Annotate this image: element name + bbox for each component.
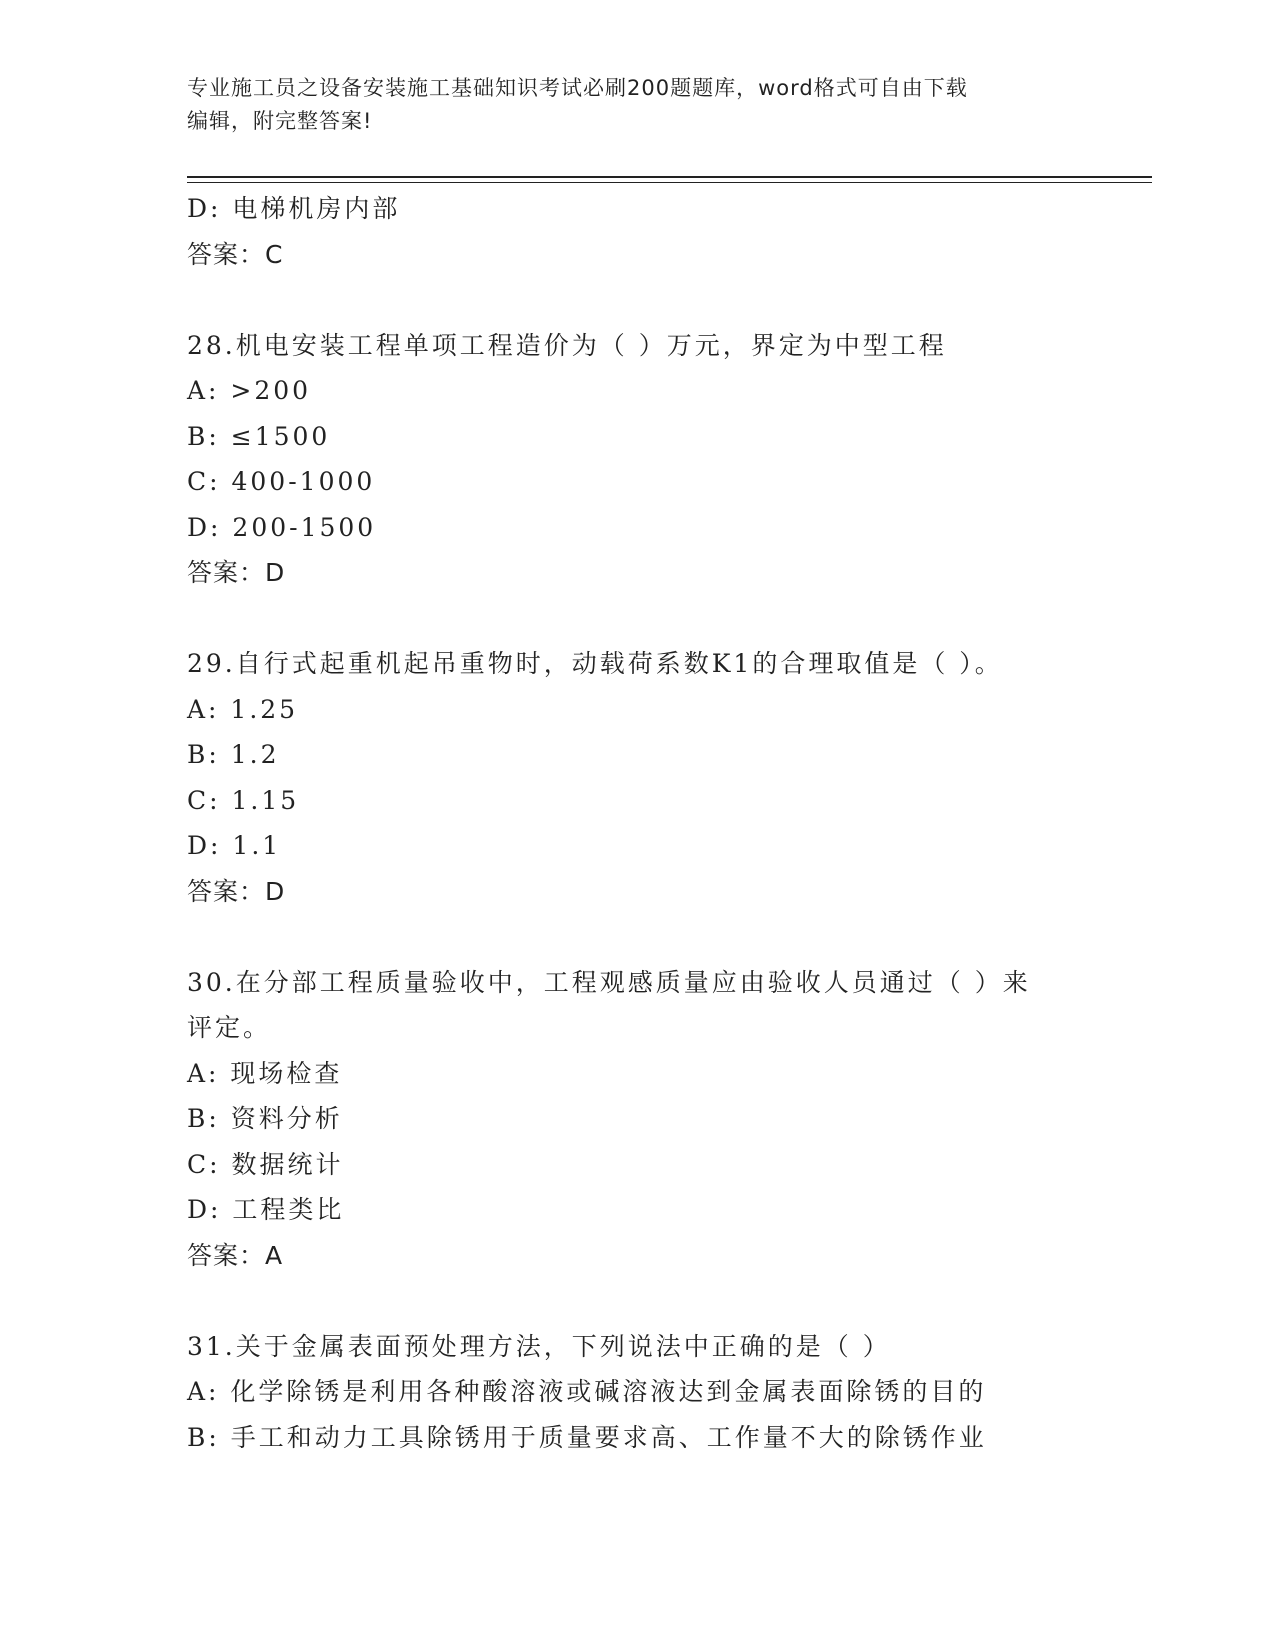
question-28-option-a: A: >200 bbox=[187, 376, 312, 405]
question-30-option-a: A: 现场检查 bbox=[187, 1058, 343, 1088]
spacer bbox=[187, 596, 1147, 642]
question-28-stem: 28.机电安装工程单项工程造价为（ ）万元，界定为中型工程 bbox=[187, 330, 947, 360]
question-31-stem: 31.关于金属表面预处理方法，下列说法中正确的是（ ） bbox=[187, 1331, 891, 1361]
question-29-option-c: C: 1.15 bbox=[187, 785, 300, 815]
spacer bbox=[187, 914, 1147, 960]
question-list bbox=[187, 186, 1147, 1460]
spacer bbox=[187, 277, 1147, 323]
question-30-option-c: C: 数据统计 bbox=[187, 1149, 344, 1179]
question-30-option-b: B: 资料分析 bbox=[187, 1104, 343, 1133]
question-30-stem-line-1: 30.在分部工程质量验收中，工程观感质量应由验收人员通过（ ）来 bbox=[187, 967, 1031, 997]
header-divider-thick bbox=[187, 176, 1152, 178]
question-30-option-d: D: 工程类比 bbox=[187, 1195, 345, 1224]
question-28-option-d: D: 200-1500 bbox=[187, 512, 377, 542]
question-30-answer: 答案：A bbox=[187, 1240, 284, 1270]
question-28-answer: 答案：D bbox=[187, 558, 286, 587]
question-29-answer: 答案：D bbox=[187, 876, 286, 906]
question-30-stem-line-2: 评定。 bbox=[187, 1013, 272, 1042]
header-title-line-1: 专业施工员之设备安装施工基础知识考试必刷200题题库，word格式可自由下载 bbox=[187, 76, 968, 100]
header-title-line-2: 编辑，附完整答案! bbox=[187, 109, 373, 133]
question-29-stem: 29.自行式起重机起吊重物时，动载荷系数K1的合理取值是（ ）。 bbox=[187, 649, 1003, 678]
question-31-option-b: B: 手工和动力工具除锈用于质量要求高、工作量不大的除锈作业 bbox=[187, 1422, 987, 1452]
document-header bbox=[187, 72, 1087, 138]
header-divider-thin bbox=[187, 182, 1152, 183]
question-28-option-b: B: ≤1500 bbox=[187, 421, 331, 451]
prev-question-answer: 答案：C bbox=[187, 239, 284, 269]
question-31-option-a: A: 化学除锈是利用各种酸溶液或碱溶液达到金属表面除锈的目的 bbox=[187, 1377, 987, 1406]
question-29-option-b: B: 1.2 bbox=[187, 740, 280, 769]
prev-question-option-d: D: 电梯机房内部 bbox=[187, 194, 401, 223]
question-28-option-c: C: 400-1000 bbox=[187, 467, 376, 496]
question-29-option-d: D: 1.1 bbox=[187, 831, 282, 860]
spacer bbox=[187, 1278, 1147, 1324]
question-29-option-a: A: 1.25 bbox=[187, 694, 299, 724]
